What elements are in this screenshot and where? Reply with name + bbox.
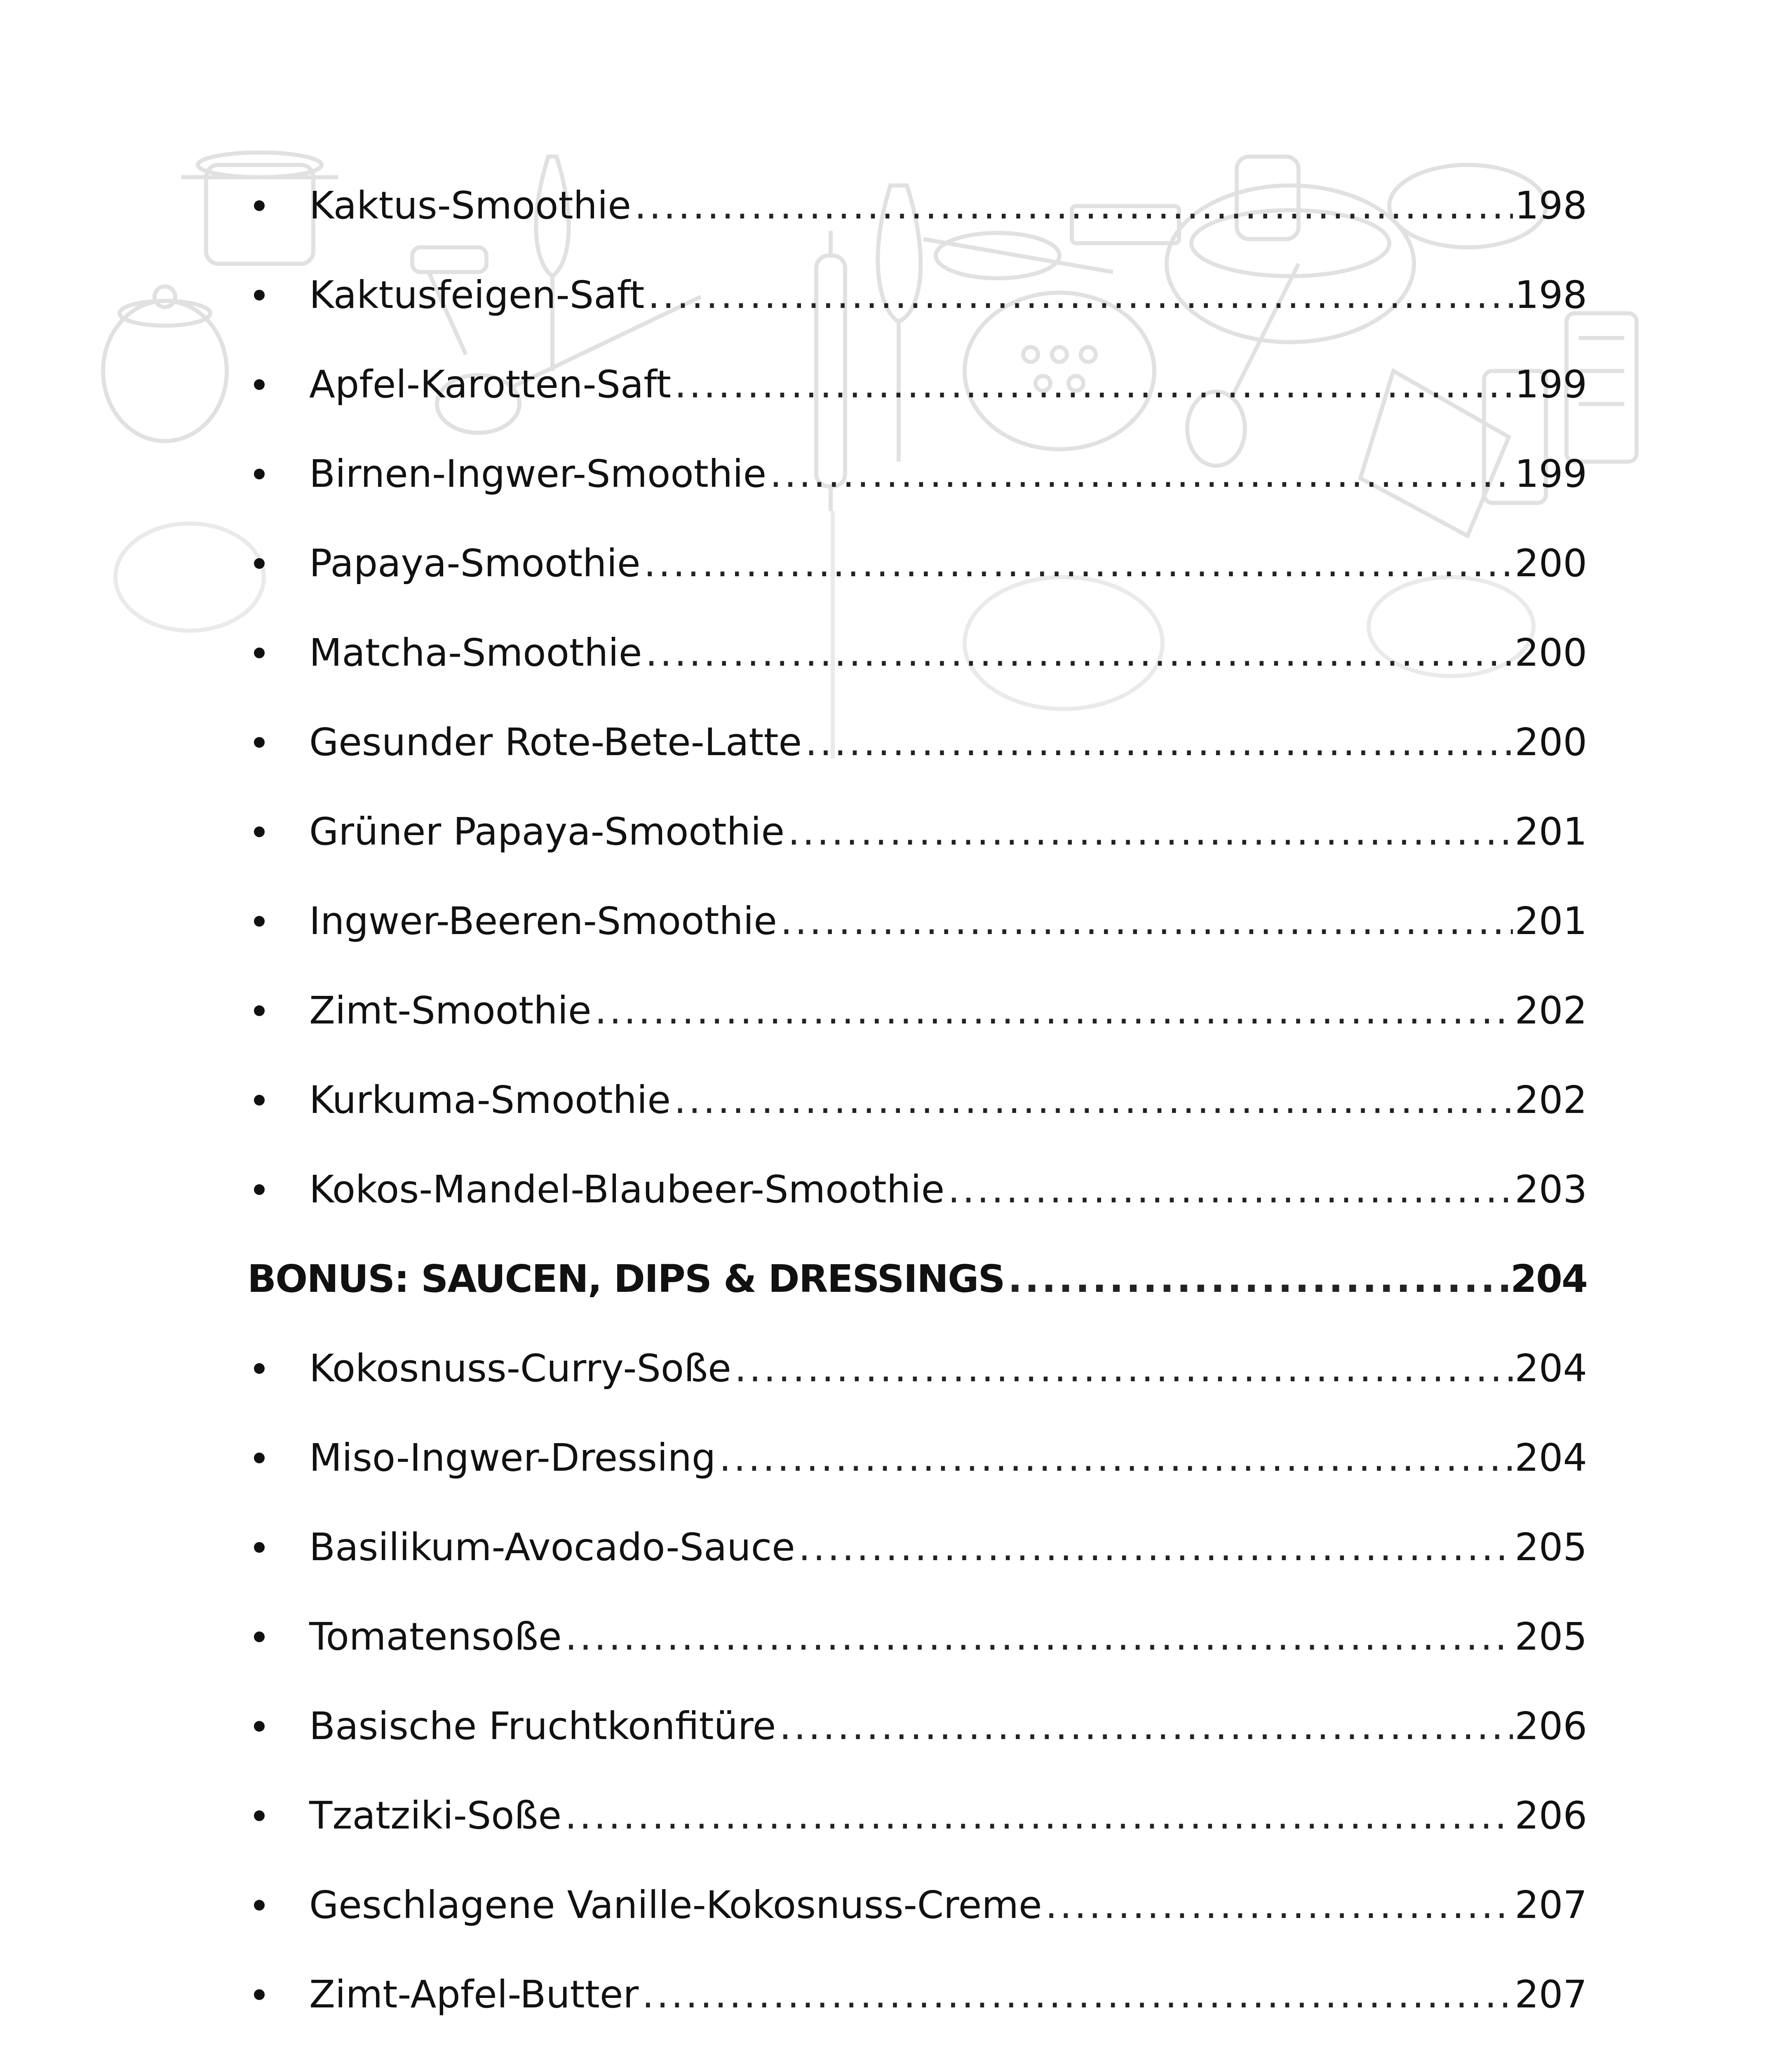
toc-dot-leader <box>799 1528 1513 1566</box>
toc-entry-title: Geschlagene Vanille-Kokosnuss-Creme <box>309 1883 1042 1927</box>
toc-entry-line <box>309 1525 1587 1569</box>
toc-entry-title: Miso-Ingwer-Dressing <box>309 1435 716 1480</box>
toc-entry-title: Zimt-Apfel-Butter <box>309 1972 639 2016</box>
toc-page-number: 204 <box>1515 1346 1587 1390</box>
toc-page-number: 198 <box>1515 272 1587 317</box>
toc-entry[interactable] <box>247 697 1587 787</box>
toc-entry-line <box>309 630 1587 675</box>
toc-page-number: 200 <box>1515 630 1587 675</box>
toc-entry-title: Basilikum-Avocado-Sauce <box>309 1525 795 1569</box>
toc-page-number: 201 <box>1515 899 1587 943</box>
toc-dot-leader <box>719 1439 1513 1477</box>
toc-entry-title: Kokosnuss-Curry-Soße <box>309 1346 731 1390</box>
toc-page-number: 202 <box>1515 988 1587 1033</box>
toc-dot-leader <box>780 902 1513 940</box>
toc-entry[interactable] <box>247 2039 1587 2061</box>
toc-page-number: 206 <box>1515 1704 1587 1748</box>
toc-entry[interactable] <box>247 429 1587 519</box>
toc-page-number: 201 <box>1515 809 1587 854</box>
toc-entry[interactable] <box>247 1055 1587 1145</box>
toc-entry-line <box>247 1256 1587 1301</box>
toc-entry-line <box>309 809 1587 854</box>
toc-entry[interactable] <box>247 1145 1587 1234</box>
toc-entry-title: Kaktus-Smoothie <box>309 183 632 228</box>
bullet-icon <box>254 916 265 927</box>
table-of-contents <box>247 161 1587 2061</box>
toc-entry-title: Tomatensoße <box>309 1614 562 1659</box>
toc-dot-leader <box>565 1618 1513 1656</box>
toc-dot-leader <box>948 1171 1513 1209</box>
toc-entry-title: Ingwer-Beeren-Smoothie <box>309 899 777 943</box>
toc-dot-leader <box>595 992 1513 1030</box>
toc-entry[interactable] <box>247 340 1587 429</box>
toc-entry-title: Gesunder Rote-Bete-Latte <box>309 720 802 764</box>
toc-page-number: 203 <box>1515 1167 1587 1211</box>
bullet-icon <box>254 1721 265 1732</box>
toc-entry[interactable] <box>247 966 1587 1055</box>
toc-entry-line <box>309 541 1587 585</box>
toc-page-number: 204 <box>1510 1256 1587 1301</box>
bullet-icon <box>254 1810 265 1821</box>
toc-page-number: 199 <box>1515 451 1587 496</box>
toc-entry-line <box>309 1077 1587 1122</box>
toc-entry-title: Kurkuma-Smoothie <box>309 1077 671 1122</box>
bullet-icon <box>254 826 265 837</box>
toc-page-number: 202 <box>1515 1077 1587 1122</box>
toc-entry-title: Grüner Papaya-Smoothie <box>309 809 785 854</box>
toc-entry-title: Tzatziki-Soße <box>309 1793 562 1838</box>
toc-entry[interactable] <box>247 1413 1587 1502</box>
toc-dot-leader <box>634 187 1513 225</box>
toc-entry-line <box>309 720 1587 764</box>
toc-entry[interactable] <box>247 250 1587 340</box>
toc-page-number: 205 <box>1515 1525 1587 1569</box>
toc-dot-leader <box>735 1350 1513 1387</box>
toc-entry-line <box>309 988 1587 1033</box>
toc-section-heading[interactable] <box>247 1234 1587 1324</box>
toc-page-number: 200 <box>1515 720 1587 764</box>
toc-entry-title: Zimt-Smoothie <box>309 988 592 1033</box>
toc-entry-title: Papaya-Smoothie <box>309 541 641 585</box>
toc-dot-leader <box>644 545 1513 582</box>
toc-entry[interactable] <box>247 1681 1587 1771</box>
toc-page-number: 205 <box>1515 1614 1587 1659</box>
toc-page-number: 200 <box>1515 541 1587 585</box>
toc-dot-leader <box>1008 1260 1509 1298</box>
toc-entry-line <box>309 362 1587 406</box>
toc-page-number: 207 <box>1515 1972 1587 2016</box>
bullet-icon <box>254 1005 265 1016</box>
toc-entry-line <box>309 272 1587 317</box>
bullet-icon <box>254 1184 265 1195</box>
bullet-icon <box>254 558 265 569</box>
toc-page-number: 206 <box>1515 1793 1587 1838</box>
toc-entry-line <box>309 1346 1587 1390</box>
pot-icon <box>103 286 227 441</box>
toc-entry-title: Basische Fruchtkonfitüre <box>309 1704 776 1748</box>
toc-entry[interactable] <box>247 519 1587 608</box>
toc-entry-line <box>309 1614 1587 1659</box>
toc-entry-title: Kokos-Mandel-Blaubeer-Smoothie <box>309 1167 945 1211</box>
toc-entry[interactable] <box>247 787 1587 876</box>
toc-entry-line <box>309 451 1587 496</box>
toc-entry-line <box>309 1167 1587 1211</box>
bullet-icon <box>254 1453 265 1463</box>
bullet-icon <box>254 1542 265 1553</box>
toc-entry-title: Apfel-Karotten-Saft <box>309 362 672 406</box>
toc-entry[interactable] <box>247 608 1587 697</box>
toc-entry-line <box>309 1972 1587 2016</box>
toc-entry-line <box>309 1435 1587 1480</box>
bullet-icon <box>254 1095 265 1106</box>
toc-entry[interactable] <box>247 1950 1587 2039</box>
toc-dot-leader <box>1045 1886 1513 1924</box>
toc-entry-line <box>309 899 1587 943</box>
bullet-icon <box>254 737 265 748</box>
toc-dot-leader <box>645 634 1513 672</box>
toc-dot-leader <box>770 455 1513 493</box>
toc-page-number: 204 <box>1515 1435 1587 1480</box>
toc-page-number: 198 <box>1515 183 1587 228</box>
toc-dot-leader <box>565 1797 1513 1835</box>
toc-entry[interactable] <box>247 1592 1587 1681</box>
toc-page-number: 199 <box>1515 362 1587 406</box>
bullet-icon <box>254 379 265 390</box>
toc-entry-line <box>309 1704 1587 1748</box>
toc-dot-leader <box>642 1976 1513 2014</box>
toc-entry-line <box>309 1793 1587 1838</box>
bullet-icon <box>254 290 265 300</box>
toc-entry[interactable] <box>247 1502 1587 1592</box>
toc-entry-title: BONUS: SAUCEN, DIPS & DRESSINGS <box>247 1256 1005 1301</box>
toc-entry[interactable] <box>247 1324 1587 1413</box>
toc-dot-leader <box>805 723 1513 761</box>
toc-dot-leader <box>674 1081 1513 1119</box>
toc-dot-leader <box>779 1707 1513 1745</box>
toc-entry-title: Matcha-Smoothie <box>309 630 642 675</box>
bullet-icon <box>254 1363 265 1374</box>
bullet-icon <box>254 1900 265 1911</box>
toc-entry[interactable] <box>247 1771 1587 1860</box>
bullet-icon <box>254 648 265 658</box>
toc-dot-leader <box>648 276 1513 314</box>
toc-entry-title: Kaktusfeigen-Saft <box>309 272 645 317</box>
bullet-icon <box>254 1631 265 1642</box>
toc-entry-line <box>309 1883 1587 1927</box>
bullet-icon <box>254 200 265 211</box>
toc-entry[interactable] <box>247 876 1587 966</box>
toc-dot-leader <box>788 813 1513 851</box>
toc-page-number: 207 <box>1515 1883 1587 1927</box>
bullet-icon <box>254 469 265 479</box>
toc-entry[interactable] <box>247 161 1587 250</box>
toc-entry-title: Birnen-Ingwer-Smoothie <box>309 451 767 496</box>
toc-entry[interactable] <box>247 1860 1587 1950</box>
toc-dot-leader <box>674 366 1513 404</box>
bullet-icon <box>254 1989 265 2000</box>
toc-entry-line <box>309 183 1587 228</box>
